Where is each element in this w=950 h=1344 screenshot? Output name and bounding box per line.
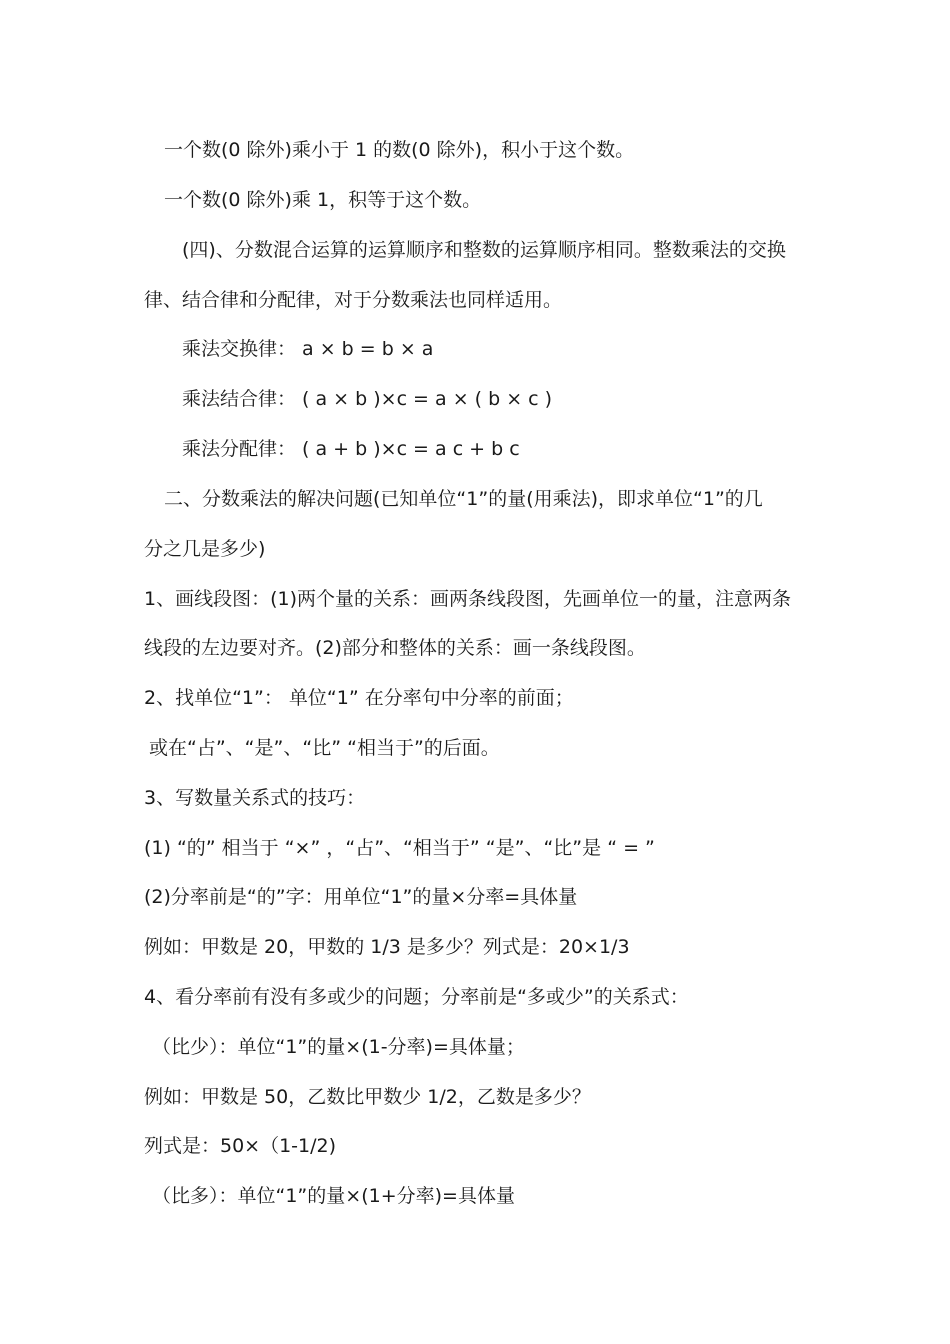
text-line: 4、看分率前有没有多或少的问题；分率前是“多或少”的关系式： (144, 986, 689, 1008)
text-line: (四)、分数混合运算的运算顺序和整数的运算顺序相同。整数乘法的交换 (182, 239, 786, 261)
example-line: 例如：甲数是 50，乙数比甲数少 1/2，乙数是多少？ (144, 1086, 591, 1108)
text-line: 线段的左边要对齐。(2)部分和整体的关系：画一条线段图。 (144, 637, 646, 659)
formula-line: 乘法分配律： ( a + b )×c = a c + b c (182, 438, 520, 460)
text-line: 分之几是多少) (144, 538, 266, 560)
text-line: （比多）：单位“1”的量×(1+分率)=具体量 (152, 1185, 515, 1207)
example-line: 例如：甲数是 20，甲数的 1/3 是多少？列式是：20×1/3 (144, 936, 630, 958)
text-line: 或在“占”、“是”、“比” “相当于”的后面。 (149, 737, 500, 759)
example-line: 列式是：50×（1-1/2) (144, 1135, 337, 1157)
formula-line: 乘法结合律： ( a × b )×c = a × ( b × c ) (182, 388, 553, 410)
text-line: 一个数(0 除外)乘 1，积等于这个数。 (164, 189, 482, 211)
text-line: (1) “的” 相当于 “×” ，“占”、“相当于” “是”、“比”是 “ = ” (144, 837, 655, 859)
text-line: 3、写数量关系式的技巧： (144, 787, 366, 809)
formula-line: 乘法交换律： a × b = b × a (182, 338, 434, 360)
text-line: 2、找单位“1”： 单位“1” 在分率句中分率的前面； (144, 687, 574, 709)
text-line: 律、结合律和分配律，对于分数乘法也同样适用。 (144, 289, 563, 311)
text-line: （比少）：单位“1”的量×(1-分率)=具体量； (152, 1036, 525, 1058)
text-line: 一个数(0 除外)乘小于 1 的数(0 除外)，积小于这个数。 (164, 139, 635, 161)
text-line: (2)分率前是“的”字：用单位“1”的量×分率=具体量 (144, 886, 578, 908)
section-heading: 二、分数乘法的解决问题(已知单位“1”的量(用乘法)，即求单位“1”的几 (164, 488, 763, 510)
text-line: 1、画线段图：(1)两个量的关系：画两条线段图，先画单位一的量，注意两条 (144, 588, 792, 610)
